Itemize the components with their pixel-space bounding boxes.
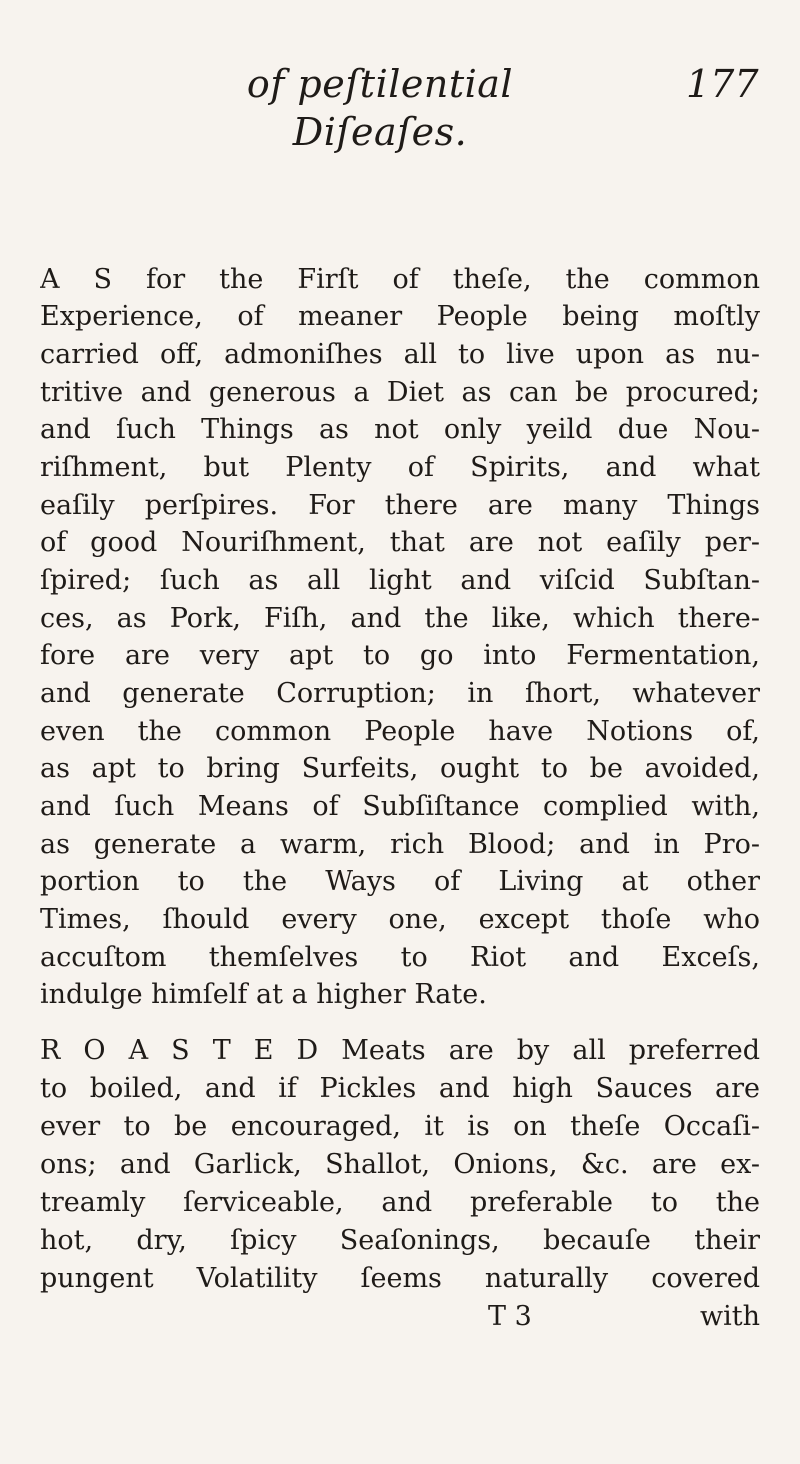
page-footer: [40, 1300, 760, 1334]
text-line: eaſily perſpires. For there are many Things: [40, 490, 760, 521]
page-header: [0, 60, 800, 154]
text-line: and generate Corruption; in ſhort, whatever: [40, 678, 760, 709]
text-line: tritive and generous a Diet as can be procured;: [40, 377, 760, 408]
text-line: A S for the Firſt of theſe, the common: [40, 264, 760, 295]
text-line: R O A S T E D Meats are by all preferred: [40, 1035, 760, 1066]
text-line: ons; and Garlick, Shallot, Onions, &c. are ex-: [40, 1149, 760, 1180]
signature-mark: T 3: [488, 1301, 532, 1332]
text-line: as generate a warm, rich Blood; and in Pro-: [40, 829, 760, 860]
text-line: ever to be encouraged, it is on theſe Occaſi-: [40, 1111, 760, 1142]
text-line: ces, as Pork, Fiſh, and the like, which there-: [40, 603, 760, 634]
text-line: accuſtom themſelves to Riot and Exceſs,: [40, 942, 760, 973]
text-line: portion to the Ways of Living at other: [40, 866, 760, 897]
text-line: as apt to bring Surfeits, ought to be avoided,: [40, 753, 760, 784]
text-line: and ſuch Means of Subſiſtance complied with,: [40, 791, 760, 822]
text-line: and ſuch Things as not only yeild due Nou-: [40, 414, 760, 445]
text-line: to boiled, and if Pickles and high Sauces are: [40, 1073, 760, 1104]
catchword: with: [700, 1301, 760, 1332]
text-line: ſpired; ſuch as all light and viſcid Subſtan-: [40, 565, 760, 596]
page-number: 177: [686, 62, 759, 106]
text-line: Experience, of meaner People being moſtly: [40, 301, 760, 332]
text-line: riſhment, but Plenty of Spirits, and what: [40, 452, 760, 483]
text-line: carried off, admoniſhes all to live upon as nu-: [40, 339, 760, 370]
text-line: hot, dry, ſpicy Seaſonings, becauſe their: [40, 1225, 760, 1256]
text-line: pungent Volatility ſeems naturally covered: [40, 1263, 760, 1294]
running-head: of peſtilential Diſeaſes.: [246, 62, 514, 154]
text-line: Times, ſhould every one, except thoſe who: [40, 904, 760, 935]
text-line: treamly ſerviceable, and preferable to the: [40, 1187, 760, 1218]
text-line: fore are very apt to go into Fermentation,: [40, 640, 760, 671]
text-line: indulge himſelf at a higher Rate.: [40, 979, 487, 1010]
text-line: of good Nouriſhment, that are not eaſily per-: [40, 527, 760, 558]
text-line: even the common People have Notions of,: [40, 716, 760, 747]
